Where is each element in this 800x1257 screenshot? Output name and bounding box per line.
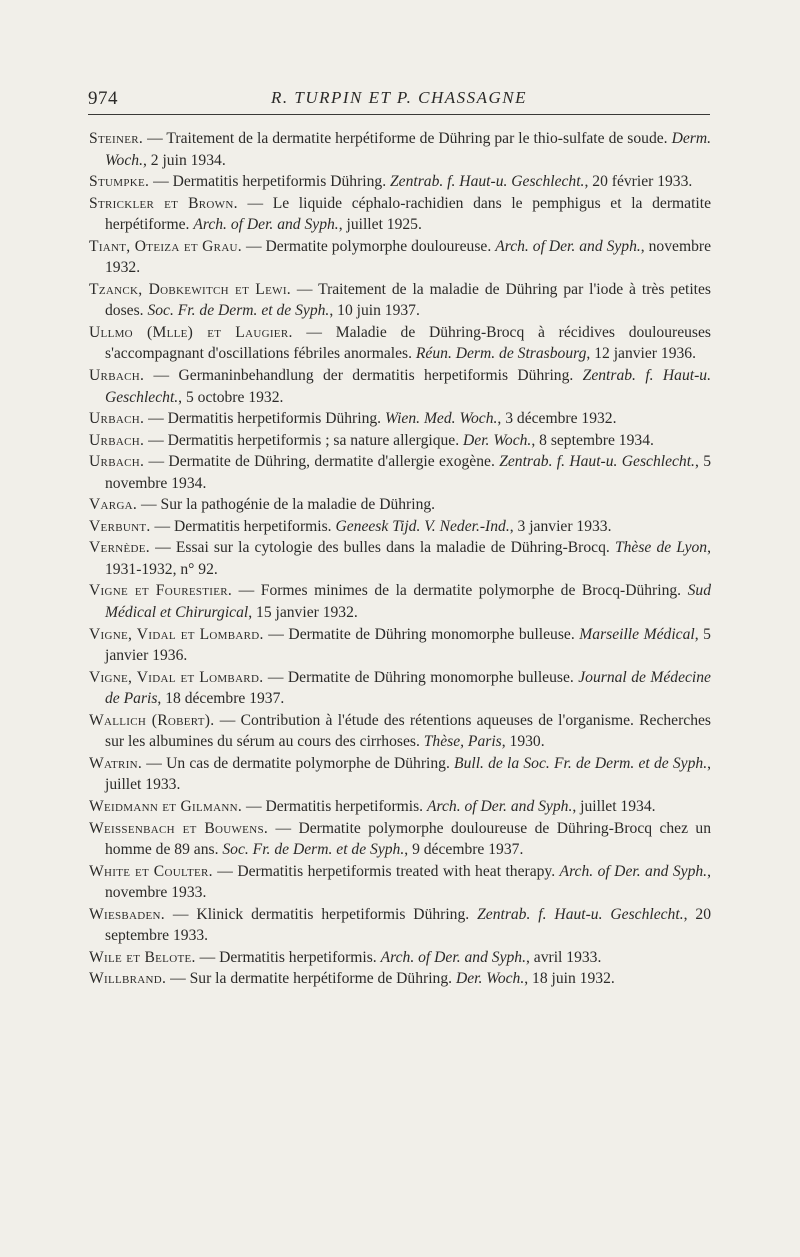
reference-entry <box>89 171 711 193</box>
reference-authors: Vigne et Fourestier. <box>89 582 233 600</box>
reference-journal: Thèse de Lyon <box>614 539 708 557</box>
reference-entry <box>89 236 711 279</box>
reference-entry <box>89 494 711 516</box>
bibliography-list <box>89 128 711 990</box>
reference-authors: Steiner. <box>89 130 144 147</box>
reference-entry <box>89 128 711 171</box>
reference-title: — Dermatite polymorphe douloureuse de Dühring-Brocq chez un homme de 89 ans. <box>105 819 712 859</box>
reference-title: — Un cas de dermatite polymorphe de Dühring. <box>142 754 455 772</box>
reference-details: , 9 décembre 1937. <box>404 841 524 859</box>
reference-journal: Der. Woch. <box>463 431 532 449</box>
reference-details: , avril 1933. <box>526 948 602 966</box>
reference-entry <box>89 279 711 322</box>
reference-title: — Dermatite de Dühring, dermatite d'allergie exogène. <box>144 453 500 471</box>
reference-details: , 18 juin 1932. <box>524 970 615 988</box>
reference-journal: Arch. of Der. and Syph. <box>495 237 641 255</box>
reference-entry <box>89 947 711 969</box>
reference-entry <box>89 796 711 818</box>
reference-title: — Traitement de la dermatite herpétiforme de Dühring par le thio-sulfate de soude. <box>143 130 672 147</box>
reference-journal: Geneesk Tijd. V. Neder.-Ind. <box>335 517 510 535</box>
reference-details: , 1930. <box>501 733 545 751</box>
reference-authors: Verbunt. <box>89 517 151 535</box>
reference-title: — Le liquide céphalo-rachidien dans le pemphigus et la dermatite herpétiforme. <box>105 194 711 234</box>
reference-authors: White et Coulter. <box>89 862 213 880</box>
reference-title: — Klinick dermatitis herpetiformis Dühring. <box>165 905 478 923</box>
reference-details: , 12 janvier 1936. <box>586 345 696 363</box>
reference-journal: Zentrab. f. Haut-u. Geschlecht. <box>499 453 695 471</box>
reference-authors: Wallich (Robert). <box>89 711 215 729</box>
reference-authors: Vigne, Vidal et Lombard. <box>89 625 264 643</box>
running-head: R. TURPIN ET P. CHASSAGNE <box>271 88 527 107</box>
reference-details: , juillet 1925. <box>338 216 422 234</box>
reference-authors: Vigne, Vidal et Lombard. <box>89 668 264 686</box>
reference-journal: Derm. Woch. <box>105 130 711 169</box>
reference-title: — Dermatitis herpetiformis. <box>195 948 381 966</box>
reference-entry <box>89 818 711 861</box>
page-header <box>88 84 710 115</box>
page-number: 974 <box>88 88 118 109</box>
reference-entry <box>89 516 711 538</box>
reference-journal: Soc. Fr. de Derm. et de Syph. <box>222 841 405 859</box>
reference-entry <box>89 537 711 580</box>
reference-journal: Thèse, Paris <box>423 733 502 751</box>
reference-title: — Dermatitis herpetiformis. <box>150 517 336 535</box>
reference-authors: Tiant, Oteiza et Grau. <box>89 237 242 255</box>
reference-details: , 18 décembre 1937. <box>157 690 285 708</box>
reference-details: , 3 décembre 1932. <box>497 410 617 428</box>
reference-title: — Dermatite polymorphe douloureuse. <box>242 237 496 255</box>
reference-entry <box>89 365 711 408</box>
reference-journal: Zentrab. f. Haut-u. Geschlecht. <box>390 173 585 191</box>
reference-journal: Zentrab. f. Haut-u. Geschlecht. <box>105 367 711 406</box>
reference-title: — Sur la pathogénie de la maladie de Dühring. <box>137 496 436 514</box>
reference-details: , 2 juin 1934. <box>142 151 226 169</box>
reference-journal: Der. Woch. <box>455 970 525 988</box>
reference-details: , juillet 1934. <box>572 797 656 815</box>
reference-title: — Dermatite de Dühring monomorphe bulleuse. <box>263 625 580 643</box>
reference-title: — Dermatitis herpetiformis ; sa nature allergique. <box>144 431 464 449</box>
reference-journal: Soc. Fr. de Derm. et de Syph. <box>147 302 330 320</box>
reference-title: — Contribution à l'étude des rétentions aqueuses de l'organisme. Recherches sur les albumines du sérum au cours des cirrhoses. <box>105 711 712 751</box>
reference-details: , juillet 1933. <box>105 754 711 794</box>
reference-title: — Dermatitis herpetiformis. <box>242 797 427 815</box>
reference-authors: Vernède. <box>89 539 150 557</box>
reference-entry <box>89 408 711 430</box>
reference-entry <box>89 710 711 753</box>
reference-journal: Journal de Médecine de Paris <box>105 668 711 708</box>
reference-journal: Arch. of Der. and Syph. <box>559 862 708 880</box>
reference-entry <box>89 753 711 796</box>
reference-authors: Willbrand. <box>89 970 167 988</box>
reference-journal: Arch. of Der. and Syph. <box>193 216 339 234</box>
reference-entry <box>89 580 711 623</box>
reference-title: — Germaninbehandlung der dermatitis herpetiformis Dühring. <box>144 367 583 385</box>
reference-authors: Stumpke. <box>89 173 150 191</box>
reference-entry <box>89 667 711 710</box>
reference-authors: Watrin. <box>89 754 143 772</box>
reference-journal: Marseille Médical <box>579 625 695 643</box>
reference-details: , novembre 1933. <box>105 862 711 902</box>
reference-authors: Wiesbaden. <box>89 905 166 923</box>
reference-title: — Essai sur la cytologie des bulles dans la maladie de Dühring-Brocq. <box>149 539 615 557</box>
reference-authors: Varga. <box>89 496 138 514</box>
reference-details: , 5 novembre 1934. <box>105 453 711 492</box>
reference-entry <box>89 968 711 990</box>
reference-title: — Maladie de Dühring-Brocq à récidives douloureuses s'accompagnant d'oscillations fébriles anormales. <box>105 323 711 363</box>
reference-entry <box>89 624 711 667</box>
reference-authors: Urbach. <box>89 367 145 385</box>
reference-journal: Bull. de la Soc. Fr. de Derm. et de Syph. <box>454 754 708 772</box>
reference-journal: Arch. of Der. and Syph. <box>426 797 573 815</box>
reference-entry <box>89 861 711 904</box>
reference-authors: Strickler et Brown. <box>89 194 238 212</box>
reference-authors: Urbach. <box>89 453 145 471</box>
reference-details: , 5 octobre 1932. <box>178 388 284 406</box>
reference-entry <box>89 451 711 494</box>
reference-details: , 10 juin 1937. <box>329 302 420 320</box>
reference-details: , 1931-1932, n° 92. <box>105 539 711 578</box>
reference-journal: Zentrab. f. Haut-u. Geschlecht. <box>477 905 684 923</box>
reference-entry <box>89 904 711 947</box>
reference-journal: Wien. Med. Woch. <box>384 410 498 428</box>
reference-details: , novembre 1932. <box>105 237 711 277</box>
reference-details: , 5 janvier 1936. <box>105 625 711 665</box>
reference-journal: Réun. Derm. de Strasbourg <box>415 345 587 363</box>
reference-title: — Dermatitis herpetiformis Dühring. <box>144 410 385 428</box>
reference-authors: Wile et Belote. <box>89 948 196 966</box>
reference-details: , 15 janvier 1932. <box>248 604 358 622</box>
reference-authors: Tzanck, Dobkewitch et Lewi. <box>89 280 291 298</box>
reference-title: — Dermatite de Dühring monomorphe bulleuse. <box>263 668 579 686</box>
reference-entry <box>89 430 711 452</box>
reference-title: — Sur la dermatite herpétiforme de Dühring. <box>166 970 456 988</box>
reference-details: , 20 septembre 1933. <box>105 905 711 945</box>
reference-authors: Weidmann et Gilmann. <box>89 797 243 815</box>
reference-title: — Dermatitis herpetiformis Dühring. <box>149 173 390 191</box>
reference-authors: Ullmo (Mlle) et Laugier. <box>89 323 293 341</box>
reference-title: — Traitement de la maladie de Dühring par l'iode à très petites doses. <box>105 280 711 320</box>
reference-details: , 8 septembre 1934. <box>531 431 654 449</box>
reference-journal: Sud Médical et Chirurgical <box>105 582 711 622</box>
reference-authors: Urbach. <box>89 410 145 428</box>
reference-details: , 3 janvier 1933. <box>509 517 612 535</box>
reference-authors: Urbach. <box>89 431 145 449</box>
reference-journal: Arch. of Der. and Syph. <box>380 948 526 966</box>
reference-authors: Weissenbach et Bouwens. <box>89 819 269 837</box>
reference-title: — Dermatitis herpetiformis treated with heat therapy. <box>212 862 560 880</box>
reference-entry <box>89 193 711 236</box>
reference-title: — Formes minimes de la dermatite polymorphe de Brocq-Dühring. <box>232 582 688 600</box>
reference-details: , 20 février 1933. <box>584 173 693 191</box>
reference-entry <box>89 322 711 365</box>
